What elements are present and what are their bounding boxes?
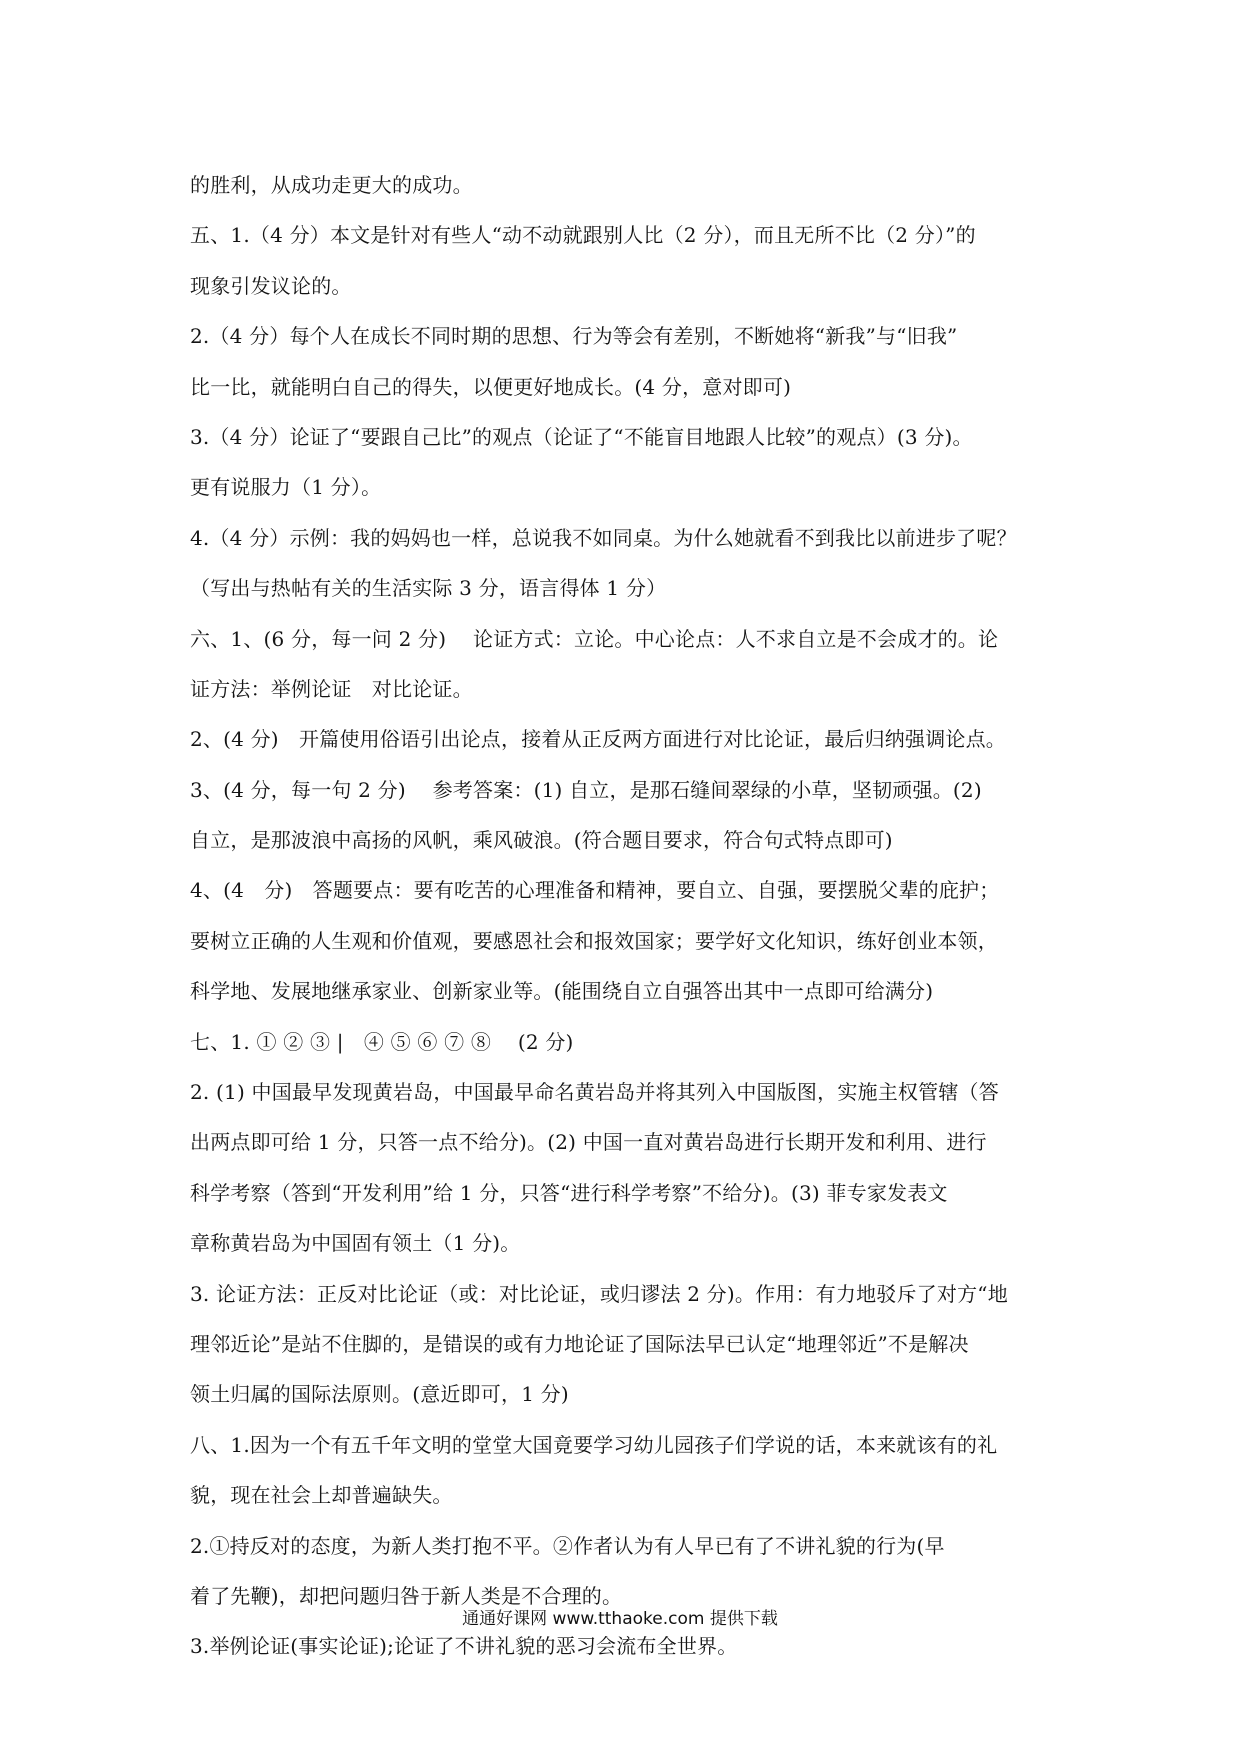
text-line: 2、(4 分) 开篇使用俗语引出论点，接着从正反两方面进行对比论证，最后归纳强调论点。	[190, 727, 1007, 752]
text-line: 比一比，就能明白自己的得失，以便更好地成长。(4 分，意对即可)	[190, 374, 792, 399]
text-line: 现象引发议论的。	[190, 273, 352, 298]
text-line: （写出与热帖有关的生活实际 3 分，语言得体 1 分）	[190, 576, 667, 601]
text-line: 的胜利，从成功走更大的成功。	[190, 173, 473, 197]
text-line: 2.（4 分）每个人在成长不同时期的思想、行为等会有差别，不断她将“新我”与“旧我”	[190, 324, 958, 349]
text-line: 要树立正确的人生观和价值观，要感恩社会和报效国家；要学好文化知识，练好创业本领，	[190, 928, 998, 953]
text-line: 八、1.因为一个有五千年文明的堂堂大国竟要学习幼儿园孩子们学说的话，本来就该有的礼	[190, 1432, 998, 1457]
text-line: 3、(4 分，每一句 2 分) 参考答案：(1) 自立，是那石缝间翠绿的小草，坚韧顽强。(2)	[190, 777, 982, 802]
text-line: 3.举例论证(事实论证);论证了不讲礼貌的恶习会流布全世界。	[190, 1634, 738, 1659]
text-line: 科学地、发展地继承家业、创新家业等。(能围绕自立自强答出其中一点即可给满分)	[190, 979, 934, 1004]
text-line: 2.①持反对的态度，为新人类打抱不平。②作者认为有人早已有了不讲礼貌的行为(早	[190, 1533, 945, 1558]
text-line: 六、1、(6 分，每一问 2 分) 论证方式：立论。中心论点：人不求自立是不会成才的。论	[190, 626, 999, 651]
text-line: 3.（4 分）论证了“要跟自己比”的观点（论证了“不能盲目地跟人比较”的观点）(3 分)。	[190, 424, 973, 449]
text-line: 4.（4 分）示例：我的妈妈也一样，总说我不如同桌。为什么她就看不到我比以前进步了呢？	[190, 525, 1017, 550]
text-line: 章称黄岩岛为中国固有领土（1 分)。	[190, 1231, 521, 1256]
text-line: 2. (1) 中国最早发现黄岩岛，中国最早命名黄岩岛并将其列入中国版图，实施主权管辖（答	[190, 1080, 999, 1105]
text-line: 科学考察（答到“开发利用”给 1 分，只答“进行科学考察”不给分)。(3) 菲专家发表文	[190, 1180, 948, 1205]
text-line: 领土归属的国际法原则。(意近即可，1 分)	[190, 1382, 569, 1407]
page-footer: 通通好课网 www.tthaoke.com 提供下载	[462, 1609, 778, 1629]
text-line: 着了先鞭)，却把问题归咎于新人类是不合理的。	[190, 1583, 623, 1608]
text-line: 自立，是那波浪中高扬的风帆，乘风破浪。(符合题目要求，符合句式特点即可)	[190, 828, 893, 853]
text-line: 七、1. ① ② ③ | ④ ⑤ ⑥ ⑦ ⑧ (2 分)	[190, 1029, 574, 1054]
text-line: 更有说服力（1 分）。	[190, 475, 382, 500]
text-line: 五、1.（4 分）本文是针对有些人“动不动就跟别人比（2 分），而且无所不比（2 分）”的	[190, 223, 976, 248]
text-line: 4、(4 分) 答题要点：要有吃苦的心理准备和精神，要自立、自强，要摆脱父辈的庇护；	[190, 878, 1000, 903]
text-line: 理邻近论”是站不住脚的，是错误的或有力地论证了国际法早已认定“地理邻近”不是解决	[190, 1331, 969, 1356]
text-line: 3. 论证方法：正反对比论证（或：对比论证，或归谬法 2 分)。作用：有力地驳斥了对方“地	[190, 1281, 1008, 1306]
text-line: 出两点即可给 1 分，只答一点不给分)。(2) 中国一直对黄岩岛进行长期开发和利用、进行	[190, 1130, 987, 1155]
answer-text-body	[190, 160, 1060, 1672]
text-line: 貌，现在社会上却普遍缺失。	[190, 1483, 453, 1508]
text-line: 证方法：举例论证 对比论证。	[190, 676, 473, 701]
